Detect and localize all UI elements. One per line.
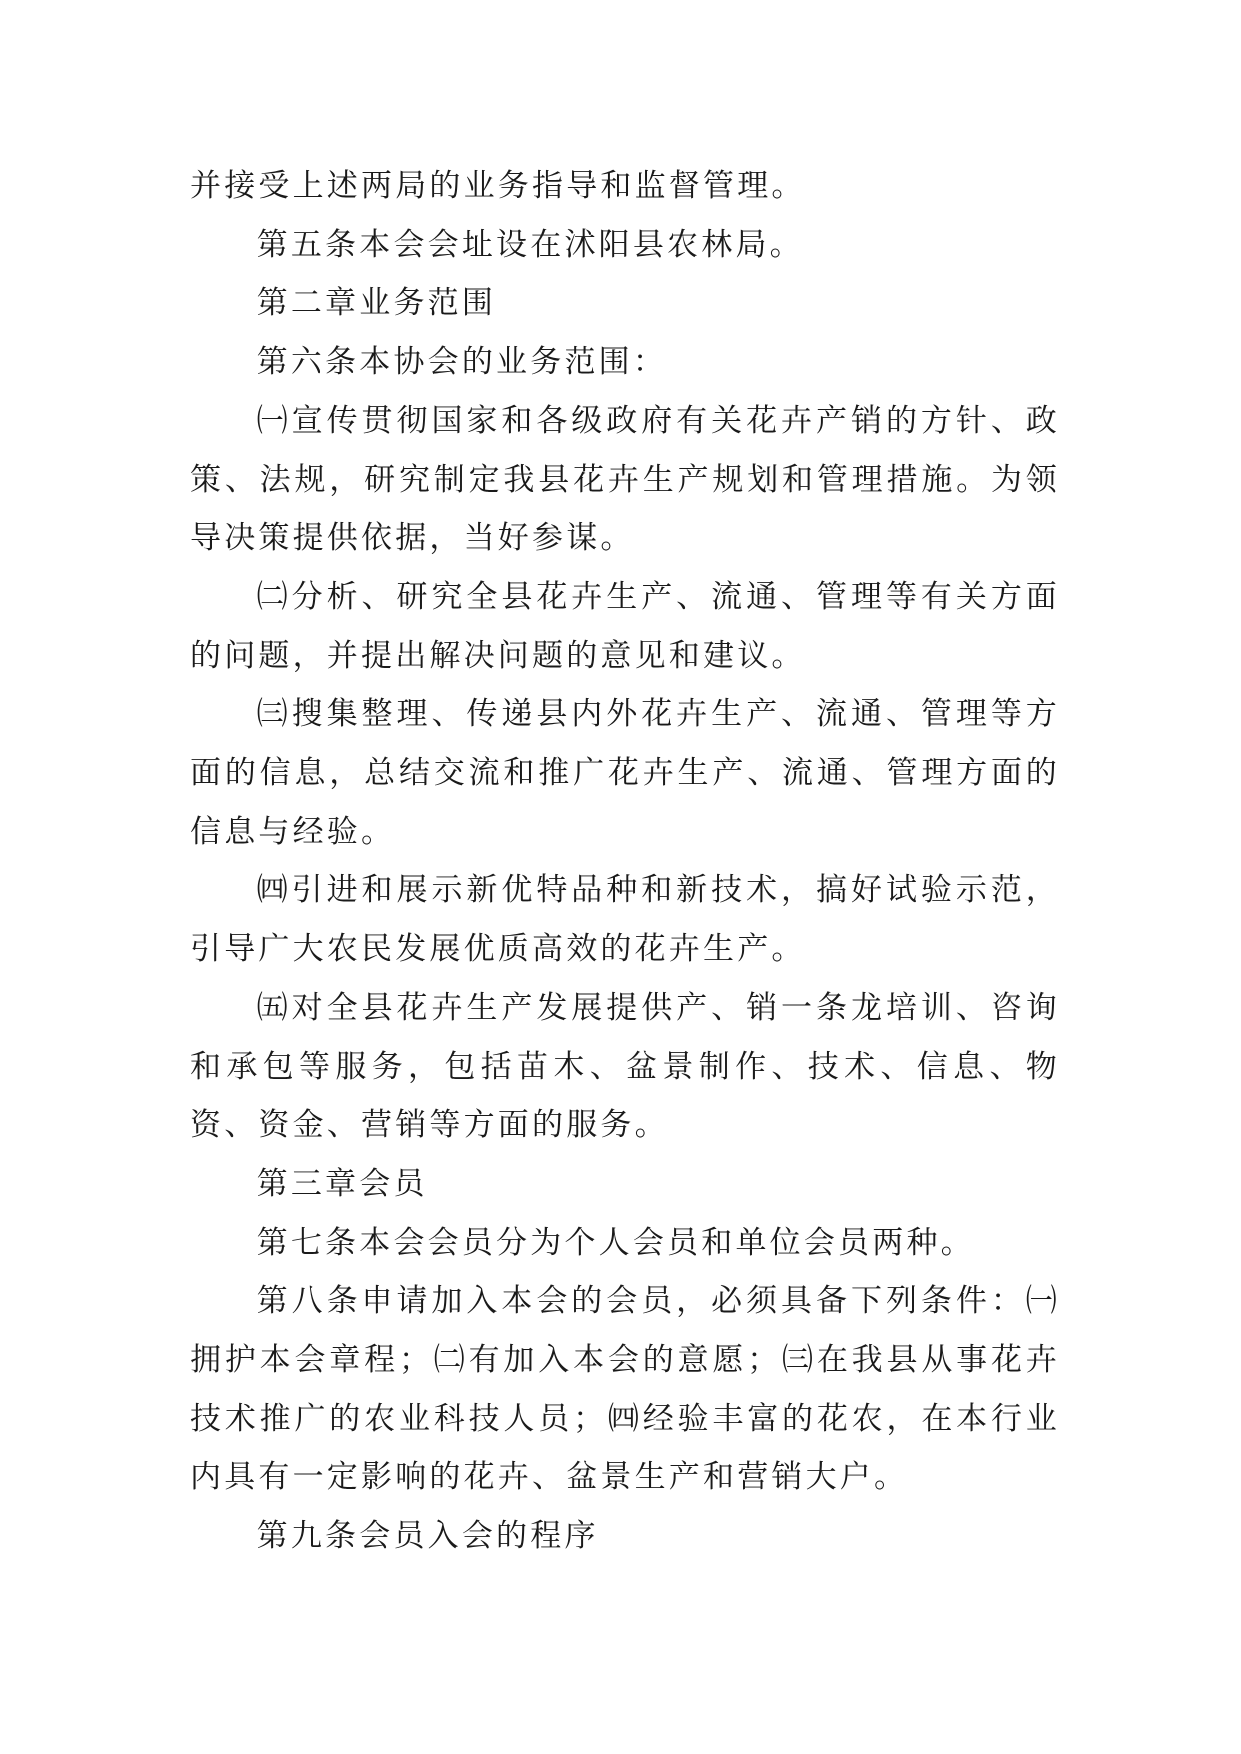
article-5-address: 第五条本会会址设在沭阳县农林局。 bbox=[256, 226, 804, 263]
document-body bbox=[190, 157, 1060, 1566]
chapter-3-heading: 第三章会员 bbox=[256, 1165, 428, 1202]
scope-item-4: ㈣引进和展示新优特品种和新技术，搞好试验示范，引导广大农民发展优质高效的花卉生产。 bbox=[190, 872, 1060, 968]
article-9-procedure: 第九条会员入会的程序 bbox=[256, 1518, 599, 1555]
scope-item-5: ㈤对全县花卉生产发展提供产、销一条龙培训、咨询和承包等服务，包括苗木、盆景制作、技术、信息、物资、资金、营销等方面的服务。 bbox=[190, 989, 1060, 1144]
chapter-2-heading: 第二章业务范围 bbox=[256, 285, 497, 322]
paragraph-continuation: 并接受上述两局的业务指导和监督管理。 bbox=[190, 168, 806, 204]
article-8-member-conditions: 第八条申请加入本会的会员，必须具备下列条件：㈠拥护本会章程；㈡有加入本会的意愿；㈢在我县从事花卉技术推广的农业科技人员；㈣经验丰富的花农，在本行业内具有一定影响的花卉、盆景生产和营销大户。 bbox=[190, 1283, 1060, 1496]
article-7-member-types: 第七条本会会员分为个人会员和单位会员两种。 bbox=[256, 1224, 975, 1261]
scope-item-3: ㈢搜集整理、传递县内外花卉生产、流通、管理等方面的信息，总结交流和推广花卉生产、流通、管理方面的信息与经验。 bbox=[190, 696, 1060, 850]
scope-item-1: ㈠宣传贯彻国家和各级政府有关花卉产销的方针、政策、法规，研究制定我县花卉生产规划和管理措施。为领导决策提供依据，当好参谋。 bbox=[190, 402, 1060, 557]
article-6-scope: 第六条本协会的业务范围： bbox=[256, 344, 668, 381]
scope-item-2: ㈡分析、研究全县花卉生产、流通、管理等有关方面的问题，并提出解决问题的意见和建议。 bbox=[190, 578, 1060, 674]
